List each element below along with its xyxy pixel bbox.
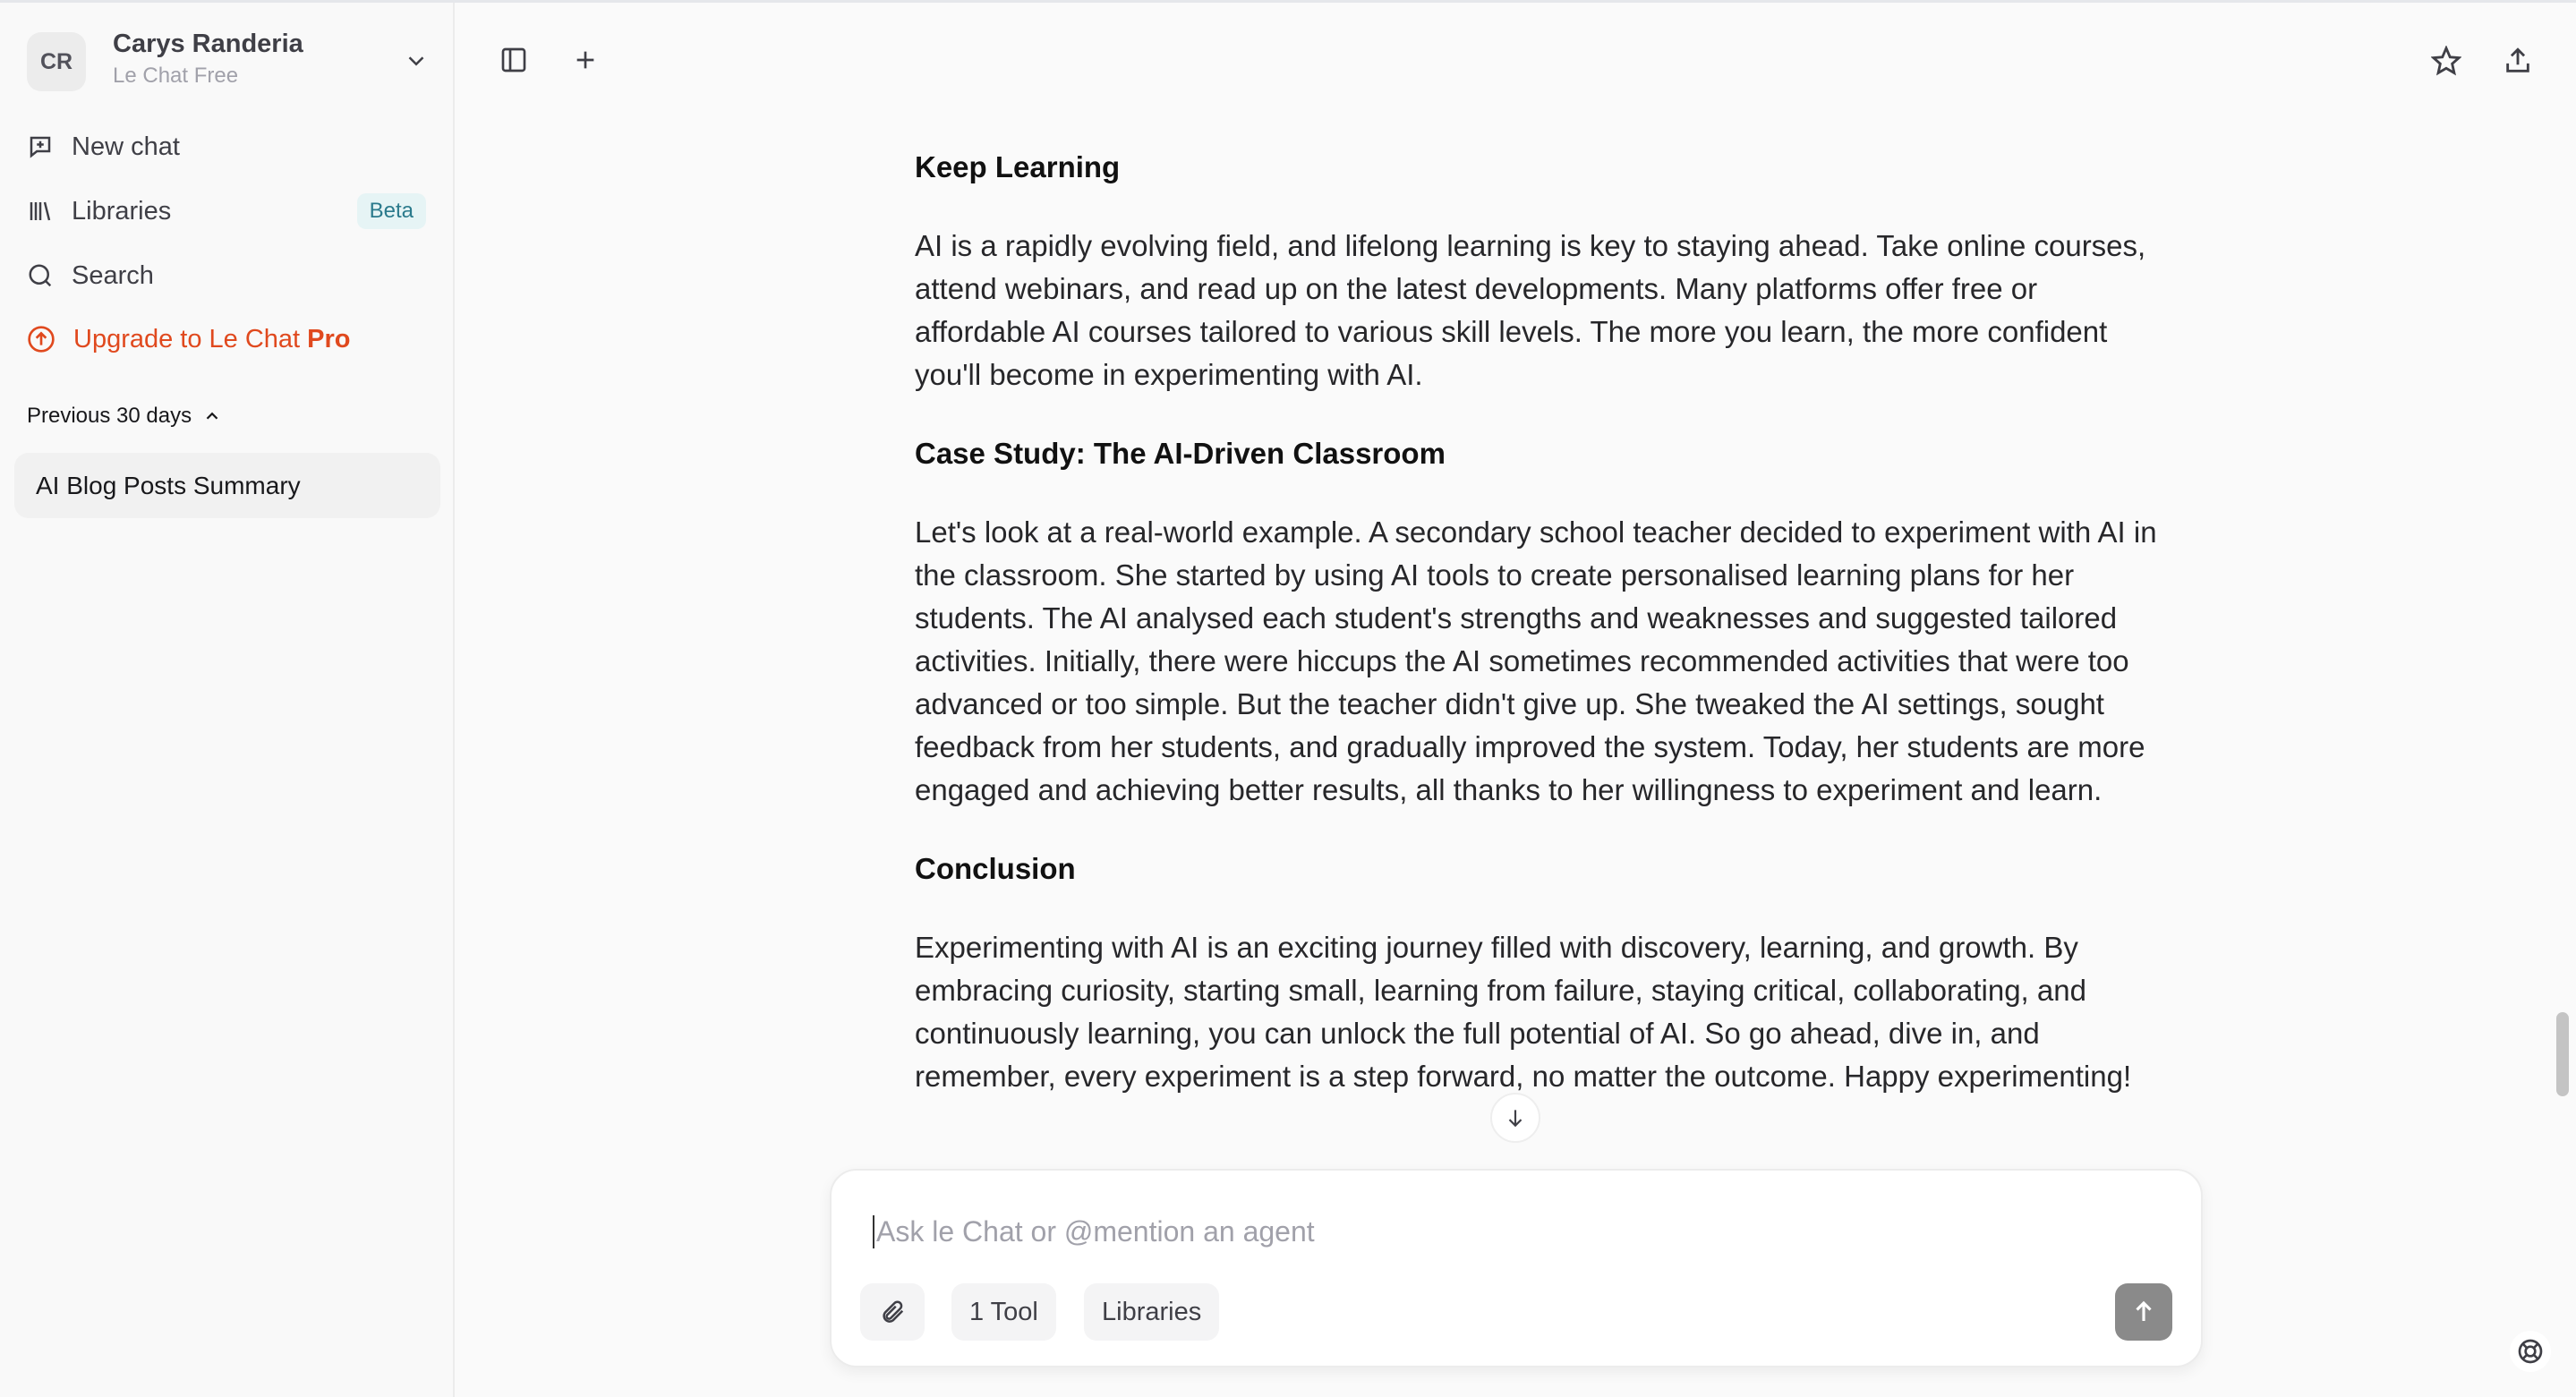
user-name[interactable]: Carys Randeria — [113, 30, 303, 58]
upgrade-button[interactable] — [27, 317, 426, 362]
composer — [830, 1169, 2203, 1367]
toggle-sidebar-icon[interactable] — [499, 46, 528, 74]
star-icon[interactable] — [2431, 46, 2461, 76]
scrollbar[interactable] — [2556, 1012, 2569, 1096]
libraries-button[interactable] — [27, 189, 426, 234]
new-chat-button[interactable] — [27, 124, 426, 169]
arrow-up-circle-icon — [27, 325, 55, 354]
paragraph: AI is a rapidly evolving field, and lifelong learning is key to staying ahead. Take online courses, attend webinars, and read up on the latest developments. Many platforms offer free or affordable AI courses tailored to various skill levels. The more you learn, the more confident you'll become in experimenting with AI. — [915, 229, 2146, 391]
paragraph: Let's look at a real-world example. A secondary school teacher decided to experiment with AI in the classroom. She started by using AI tools to create personalised learning plans for her students. The AI analysed each student's strengths and weaknesses and suggested tailored activities. Initially, there were hiccups the AI sometimes recommended activities that were too advanced or too simple. But the teacher didn't give up. She tweaked the AI settings, sought feedback from her students, and gradually improved the system. Today, her students are more engaged and achieving better results, all thanks to her willingness to experiment and learn. — [915, 515, 2157, 806]
beta-badge: Beta — [357, 193, 426, 229]
chevron-down-icon[interactable] — [403, 47, 430, 74]
sidebar — [0, 3, 455, 1397]
history-item[interactable]: AI Blog Posts Summary — [14, 453, 440, 518]
message-content — [915, 146, 2168, 1168]
share-icon[interactable] — [2503, 46, 2533, 76]
send-button[interactable] — [2115, 1283, 2172, 1341]
heading-keep-learning: Keep Learning — [915, 150, 1121, 183]
lifebuoy-icon — [2516, 1337, 2545, 1366]
search-icon — [27, 262, 54, 289]
new-chat-icon — [27, 133, 54, 160]
libraries-icon — [27, 198, 54, 225]
upgrade-label: Upgrade to Le Chat — [73, 324, 308, 354]
search-label: Search — [72, 260, 154, 290]
chevron-up-icon — [202, 406, 222, 426]
help-button[interactable] — [2510, 1331, 2551, 1372]
libraries-chip[interactable]: Libraries — [1084, 1283, 1219, 1341]
history-section-toggle[interactable] — [27, 404, 222, 429]
heading-conclusion: Conclusion — [915, 852, 1076, 885]
heading-case-study: Case Study: The AI-Driven Classroom — [915, 437, 1446, 470]
paragraph: Experimenting with AI is an exciting journey filled with discovery, learning, and growth. By embracing curiosity, starting small, learning from failure, staying critical, collaborating, and continuously learning, you can unlock the full potential of AI. So go ahead, dive in, and remember, every experiment is a step forward, no matter the outcome. Happy experimenting! — [915, 931, 2132, 1093]
avatar[interactable]: CR — [27, 32, 86, 91]
attach-button[interactable] — [860, 1283, 925, 1341]
new-chat-label: New chat — [72, 132, 180, 161]
plus-icon[interactable] — [571, 46, 600, 74]
arrow-down-icon — [1504, 1106, 1527, 1129]
scroll-down-button[interactable] — [1490, 1093, 1540, 1143]
paperclip-icon — [879, 1299, 906, 1325]
upgrade-pro: Pro — [307, 324, 351, 354]
tools-button[interactable]: 1 Tool — [951, 1283, 1056, 1341]
message-input[interactable]: Ask le Chat or @mention an agent — [873, 1215, 1315, 1248]
arrow-up-icon — [2130, 1299, 2157, 1325]
history-section-label: Previous 30 days — [27, 404, 192, 428]
search-button[interactable] — [27, 253, 426, 298]
user-plan: Le Chat Free — [113, 64, 239, 88]
libraries-label: Libraries — [72, 196, 172, 226]
